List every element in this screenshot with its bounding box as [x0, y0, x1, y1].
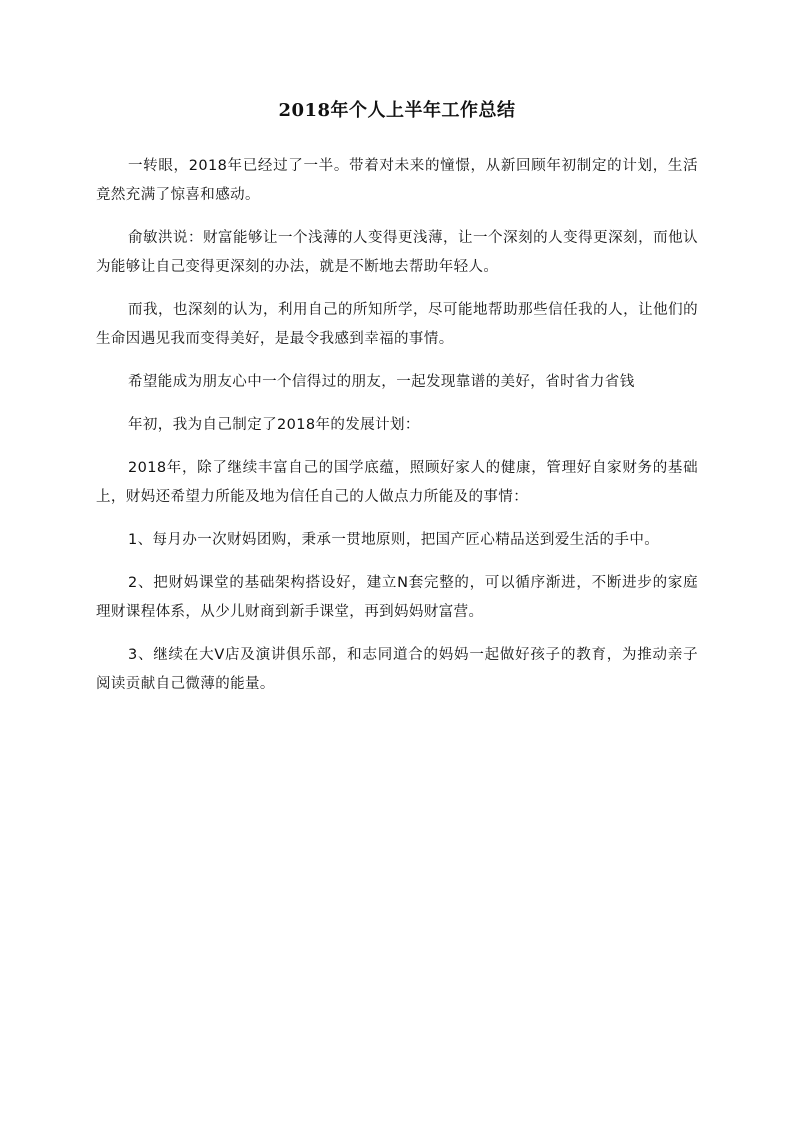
paragraph-plan-summary: 2018年，除了继续丰富自己的国学底蕴，照顾好家人的健康，管理好自家财务的基础上，财妈还希望力所能及地为信任自己的人做点力所能及的事情： — [96, 460, 698, 505]
paragraph-quote: 俞敏洪说：财富能够让一个浅薄的人变得更浅薄，让一个深刻的人变得更深刻，而他认为能够让自己变得更深刻的办法，就是不断地去帮助年轻人。 — [96, 230, 698, 275]
plan-item-1: 1、每月办一次财妈团购，秉承一贯地原则，把国产匠心精品送到爱生活的手中。 — [128, 532, 660, 548]
paragraph-hope: 希望能成为朋友心中一个信得过的朋友，一起发现靠谱的美好，省时省力省钱 — [128, 374, 635, 390]
paragraph-belief: 而我，也深刻的认为，利用自己的所知所学，尽可能地帮助那些信任我的人，让他们的生命因遇见我而变得美好，是最令我感到幸福的事情。 — [96, 302, 698, 347]
paragraph-intro: 一转眼，2018年已经过了一半。带着对未来的憧憬，从新回顾年初制定的计划，生活竟然充满了惊喜和感动。 — [96, 158, 698, 203]
plan-item-2: 2、把财妈课堂的基础架构搭设好，建立N套完整的，可以循序渐进，不断进步的家庭理财课程体系，从少儿财商到新手课堂，再到妈妈财富营。 — [96, 575, 698, 620]
document-body — [96, 152, 698, 713]
document-title: 2018年个人上半年工作总结 — [278, 100, 516, 121]
paragraph-plan-intro: 年初，我为自己制定了2018年的发展计划： — [128, 417, 420, 433]
plan-item-3: 3、继续在大V店及演讲俱乐部，和志同道合的妈妈一起做好孩子的教育，为推动亲子阅读贡献自己微薄的能量。 — [96, 647, 698, 692]
